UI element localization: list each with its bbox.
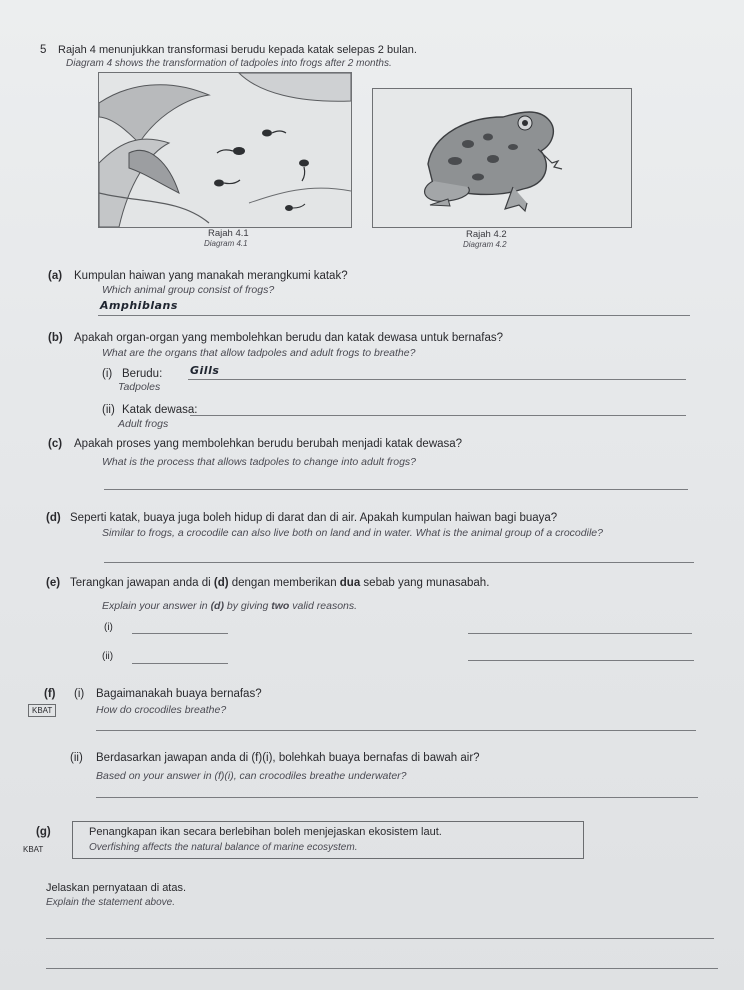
tadpole-illustration (99, 73, 351, 227)
qf-ii-malay: Berdasarkan jawapan anda di (f)(i), bolehkah buaya bernafas di bawah air? (96, 752, 480, 764)
qg-box-malay: Penangkapan ikan secara berlebihan boleh menjejaskan ekosistem laut. (89, 826, 442, 838)
question-number: 5 (40, 44, 47, 56)
qg-label: (g) (36, 826, 51, 838)
qb-ii-english: Adult frogs (118, 418, 169, 430)
qg-kbat-tag: KBAT (23, 845, 44, 854)
q5-malay: Rajah 4 menunjukkan transformasi berudu kepada katak selepas 2 bulan. (58, 44, 417, 56)
figure-right-label-english: Diagram 4.2 (463, 240, 507, 249)
qb-ii-label: (ii) (102, 404, 115, 416)
qg-english: Explain the statement above. (46, 897, 175, 908)
qe-ii-label: (ii) (102, 651, 114, 662)
qf-kbat-tag: KBAT (28, 704, 56, 717)
qf-label: (f) (44, 688, 56, 700)
qa-english: Which animal group consist of frogs? (102, 284, 275, 296)
qb-i-answer[interactable]: Gills (190, 364, 220, 377)
qf-ii-answer-line[interactable] (96, 797, 698, 798)
qe-i-answer-line-a[interactable] (132, 633, 228, 634)
qb-ii-malay: Katak dewasa: (122, 404, 198, 416)
frog-diagram (372, 88, 632, 228)
qg-statement-box (72, 821, 584, 859)
frog-illustration (373, 89, 631, 227)
qe-ii-answer-line-a[interactable] (132, 663, 228, 664)
qc-answer-line[interactable] (104, 489, 688, 490)
figure-left-label-english: Diagram 4.1 (204, 239, 248, 248)
qg-answer-line-2[interactable] (46, 968, 718, 969)
qf-i-answer-line[interactable] (96, 730, 696, 731)
qa-answer-line (98, 315, 690, 316)
qc-label: (c) (48, 438, 63, 450)
qe-english: Explain your answer in (d) by giving two valid reasons. (102, 600, 358, 612)
qb-malay: Apakah organ-organ yang membolehkan berudu dan katak dewasa untuk bernafas? (74, 332, 503, 344)
figure-left-label-malay: Rajah 4.1 (208, 228, 249, 239)
qf-ii-label: (ii) (70, 752, 83, 764)
qb-i-malay: Berudu: (122, 368, 163, 380)
qe-ii-answer-line-b[interactable] (468, 660, 694, 661)
qa-malay: Kumpulan haiwan yang manakah merangkumi katak? (74, 270, 348, 282)
qb-i-english: Tadpoles (118, 381, 161, 393)
qf-i-label: (i) (74, 688, 85, 700)
qf-i-english: How do crocodiles breathe? (96, 704, 227, 716)
qe-malay: Terangkan jawapan anda di (d) dengan memberikan dua sebab yang munasabah. (70, 577, 490, 589)
qb-english: What are the organs that allow tadpoles and adult frogs to breathe? (102, 347, 416, 359)
tadpole-diagram (98, 72, 352, 228)
qe-i-answer-line-b[interactable] (468, 633, 692, 634)
qd-malay: Seperti katak, buaya juga boleh hidup di darat dan di air. Apakah kumpulan haiwan bagi buaya? (70, 512, 558, 524)
qa-label: (a) (48, 270, 63, 282)
qe-i-label: (i) (104, 622, 113, 633)
qf-i-malay: Bagaimanakah buaya bernafas? (96, 688, 262, 700)
figure-right-label-malay: Rajah 4.2 (466, 229, 507, 240)
qf-ii-english: Based on your answer in (f)(i), can crocodiles breathe underwater? (96, 770, 407, 782)
qb-ii-answer-line[interactable] (190, 415, 686, 416)
qc-english: What is the process that allows tadpoles to change into adult frogs? (102, 456, 417, 468)
qc-malay: Apakah proses yang membolehkan berudu berubah menjadi katak dewasa? (74, 438, 463, 450)
qb-i-answer-line (188, 379, 686, 380)
qg-malay: Jelaskan pernyataan di atas. (46, 882, 187, 894)
qb-label: (b) (48, 332, 63, 344)
qd-label: (d) (46, 512, 61, 524)
qa-answer[interactable]: Amphiblans (100, 299, 178, 312)
qb-i-label: (i) (102, 368, 113, 380)
qg-answer-line-1[interactable] (46, 938, 714, 939)
qg-box-english: Overfishing affects the natural balance of marine ecosystem. (89, 842, 358, 853)
qd-answer-line[interactable] (104, 562, 694, 563)
q5-english: Diagram 4 shows the transformation of tadpoles into frogs after 2 months. (66, 58, 392, 69)
qd-english: Similar to frogs, a crocodile can also live both on land and in water. What is the animal group of a crocodile? (102, 527, 603, 539)
qe-label: (e) (46, 577, 61, 589)
